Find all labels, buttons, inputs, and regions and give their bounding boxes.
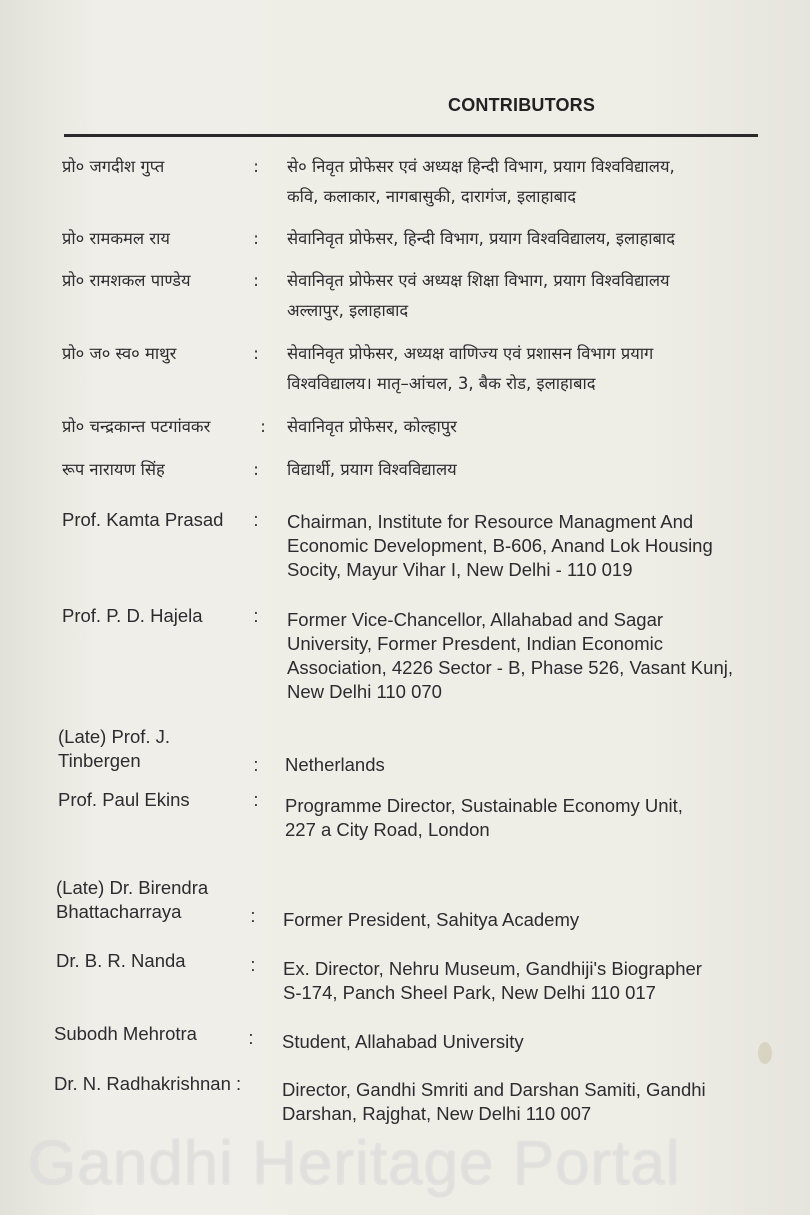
heading-rule xyxy=(64,134,758,137)
contributor-detail xyxy=(287,608,757,704)
contributor-name: Dr. N. Radhakrishnan : xyxy=(54,1073,242,1094)
detail-line: सेवानिवृत प्रोफेसर, हिन्दी विभाग, प्रयाग विश्वविद्यालय, इलाहाबाद xyxy=(287,229,675,248)
contributor-name: रूप नारायण सिंह xyxy=(62,460,165,479)
contributor-detail xyxy=(287,152,757,212)
contributor-detail xyxy=(287,224,757,254)
separator-colon: : xyxy=(253,509,259,530)
detail-line: कवि, कलाकार, नागबासुकी, दारागंज, इलाहाबाद xyxy=(287,187,577,206)
detail-line: अल्लापुर, इलाहाबाद xyxy=(287,301,409,320)
contributor-detail xyxy=(285,753,755,777)
page-title: CONTRIBUTORS xyxy=(448,95,596,115)
detail-line: Student, Allahabad University xyxy=(282,1031,524,1052)
contributor-name: प्रो० रामकमल राय xyxy=(62,229,170,248)
contributor-detail xyxy=(287,455,757,485)
detail-line: विद्यार्थी, प्रयाग विश्वविद्यालय xyxy=(287,460,457,479)
detail-line: Economic Development, B-606, Anand Lok Housing xyxy=(287,535,713,556)
detail-line: Former President, Sahitya Academy xyxy=(283,909,580,930)
contributor-name: Prof. Paul Ekins xyxy=(58,789,190,810)
contributor-detail xyxy=(283,957,753,1005)
detail-line: Darshan, Rajghat, New Delhi 110 007 xyxy=(282,1103,592,1124)
separator-colon: : xyxy=(253,754,259,775)
contributor-detail xyxy=(287,510,757,582)
detail-line: New Delhi 110 070 xyxy=(287,681,442,702)
separator-colon: : xyxy=(253,344,259,363)
contributor-detail xyxy=(282,1078,752,1126)
detail-line: Netherlands xyxy=(285,754,385,775)
detail-line: Programme Director, Sustainable Economy Unit, xyxy=(285,795,683,816)
contributor-name: Subodh Mehrotra xyxy=(54,1023,197,1044)
separator-colon: : xyxy=(253,460,259,479)
watermark: Gandhi Heritage Portal xyxy=(28,1129,681,1198)
contributor-name xyxy=(58,725,258,773)
detail-line: विश्वविद्यालय। मातृ–आंचल, 3, बैक रोड, इलाहाबाद xyxy=(287,374,596,393)
contributor-name: प्रो० रामशकल पाण्डेय xyxy=(62,271,191,290)
contributor-name: Dr. B. R. Nanda xyxy=(56,950,186,971)
separator-colon: : xyxy=(250,905,256,926)
separator-colon: : xyxy=(260,417,266,436)
contributor-detail xyxy=(285,794,755,842)
contributor-name: Prof. P. D. Hajela xyxy=(62,605,203,626)
detail-line: सेवानिवृत प्रोफेसर एवं अध्यक्ष शिक्षा विभाग, प्रयाग विश्वविद्यालय xyxy=(287,271,670,290)
detail-line: University, Former Presdent, Indian Economic xyxy=(287,633,663,654)
contributor-detail xyxy=(283,908,753,932)
detail-line: से० निवृत प्रोफेसर एवं अध्यक्ष हिन्दी विभाग, प्रयाग विश्वविद्यालय, xyxy=(287,157,675,176)
detail-line: Former Vice-Chancellor, Allahabad and Sagar xyxy=(287,609,664,630)
name-line: (Late) Dr. Birendra xyxy=(56,877,209,898)
detail-line: Ex. Director, Nehru Museum, Gandhiji's Biographer xyxy=(283,958,702,979)
separator-colon: : xyxy=(253,271,259,290)
contributor-detail xyxy=(287,412,757,442)
contributor-detail xyxy=(282,1030,752,1054)
contributor-detail xyxy=(287,339,757,399)
detail-line: 227 a City Road, London xyxy=(285,819,490,840)
separator-colon: : xyxy=(253,789,259,810)
name-line: Tinbergen xyxy=(58,750,141,771)
detail-line: S-174, Panch Sheel Park, New Delhi 110 017 xyxy=(283,982,656,1003)
contributor-name: प्रो० जगदीश गुप्त xyxy=(62,157,165,176)
detail-line: Association, 4226 Sector - B, Phase 526, Vasant Kunj, xyxy=(287,657,733,678)
contributor-name: Prof. Kamta Prasad xyxy=(62,509,224,530)
detail-line: Socity, Mayur Vihar I, New Delhi - 110 019 xyxy=(287,559,633,580)
detail-line: Director, Gandhi Smriti and Darshan Samiti, Gandhi xyxy=(282,1079,706,1100)
detail-line: सेवानिवृत प्रोफेसर, कोल्हापुर xyxy=(287,417,457,436)
separator-colon: : xyxy=(250,954,256,975)
name-line: Bhattacharraya xyxy=(56,901,182,922)
contributor-name xyxy=(56,876,256,924)
detail-line: Chairman, Institute for Resource Managment And xyxy=(287,511,694,532)
paper-stain xyxy=(758,1042,772,1064)
name-line: (Late) Prof. J. xyxy=(58,726,171,747)
separator-colon: : xyxy=(253,157,259,176)
separator-colon: : xyxy=(253,605,259,626)
contributor-name: प्रो० ज० स्व० माथुर xyxy=(62,344,177,363)
detail-line: सेवानिवृत प्रोफेसर, अध्यक्ष वाणिज्य एवं प्रशासन विभाग प्रयाग xyxy=(287,344,654,363)
contributor-detail xyxy=(287,266,757,326)
separator-colon: : xyxy=(253,229,259,248)
contributor-name: प्रो० चन्द्रकान्त पटगांवकर xyxy=(62,417,211,436)
separator-colon: : xyxy=(248,1027,254,1048)
